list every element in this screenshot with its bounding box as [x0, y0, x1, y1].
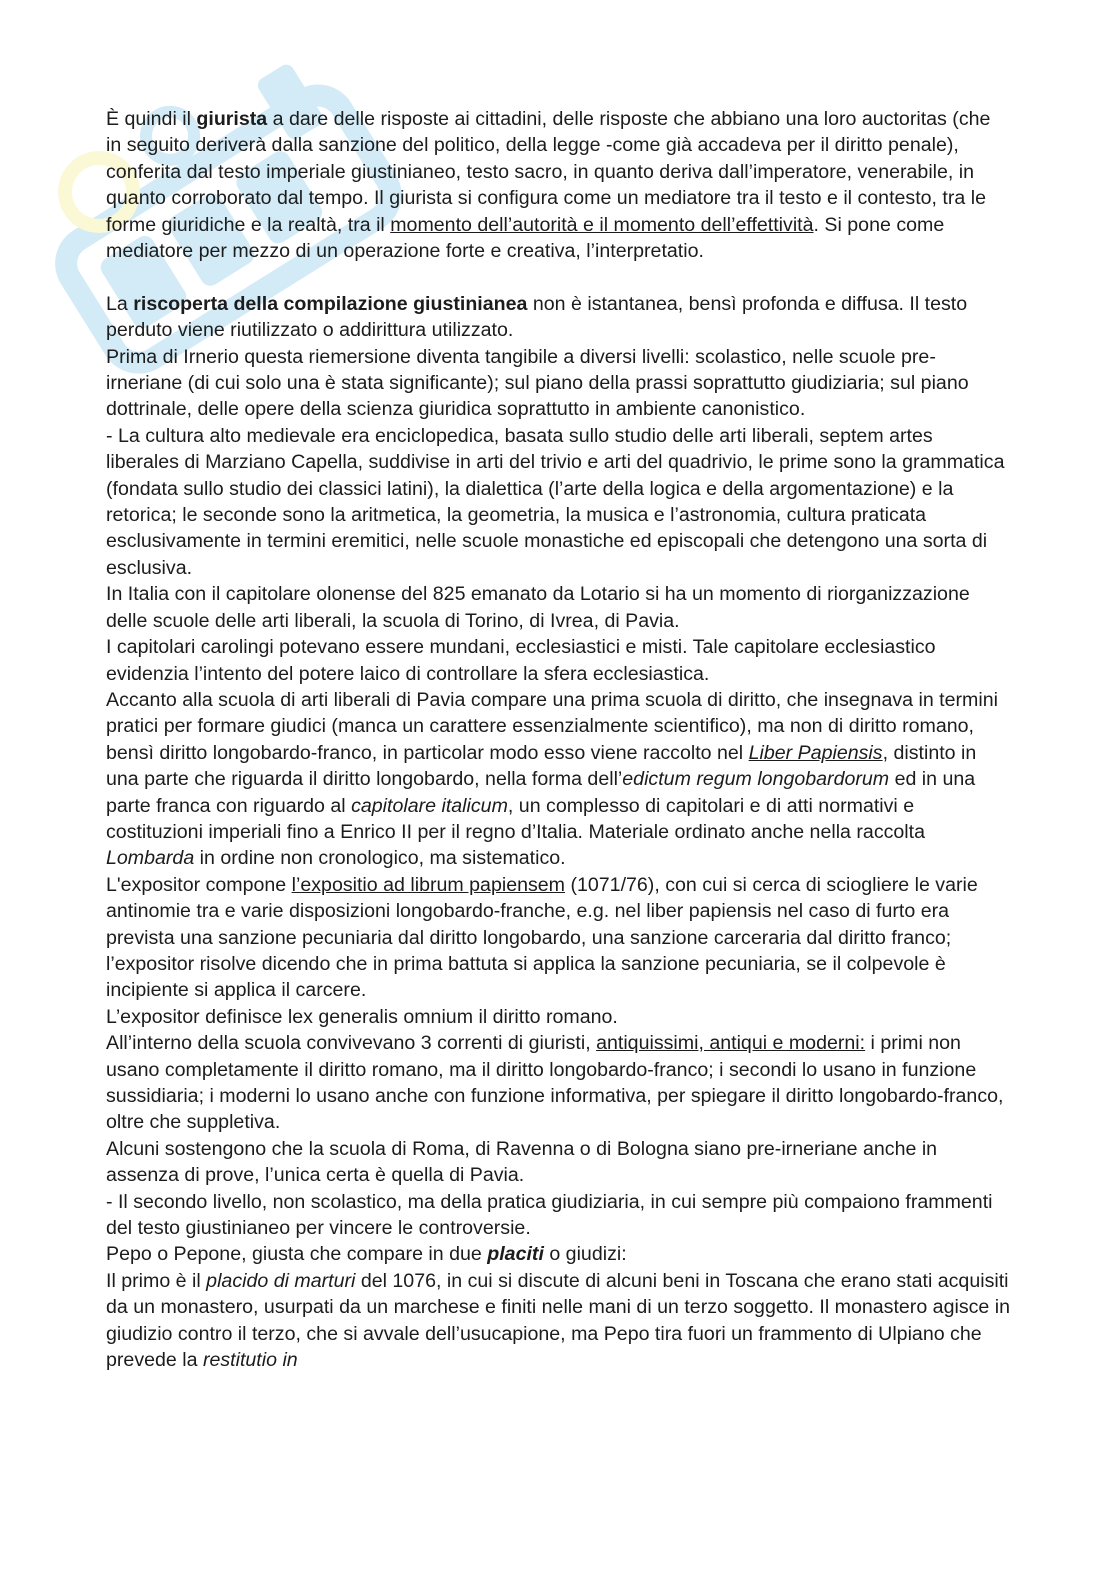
paragraph [106, 1241, 1011, 1267]
paragraph [106, 423, 1011, 581]
emphasized-text: riscoperta della compilazione giustinianea [133, 292, 528, 315]
paragraph [106, 1030, 1011, 1136]
text-run: È quindi il [106, 108, 197, 130]
paragraph [106, 872, 1011, 1004]
text-run: La [106, 292, 134, 315]
paragraph [106, 1136, 1011, 1189]
text-run: . Si pone come mediatore per mezzo di un operazione forte e creativa, l’interpretatio. [106, 213, 945, 263]
emphasized-text: placiti [487, 1243, 544, 1266]
paragraph [106, 291, 1011, 344]
text-run: I capitolari carolingi potevano essere mundani, ecclesiastici e misti. Tale capitolare ecclesiastico evidenzia l’intento del potere laico di controllare la sfera ecclesiastica. [106, 636, 936, 685]
text-run: Pepo o Pepone, giusta che compare in due [106, 1243, 488, 1266]
paragraph [106, 344, 1011, 423]
text-run: a dare delle risposte ai cittadini, delle risposte che abbiano una loro auctoritas (che in seguito deriverà dalla sanzione del politico, della legge -come già accadeva per il diritto penale), conferita dal testo imperiale giustinianeo, testo sacro, in quanto deriva dall’imperatore, venerabile, in quanto corroborato dal tempo. Il giurista si configura come un mediatore tra il testo e il contesto, tra le forme giuridiche e la realtà, tra il [106, 108, 991, 236]
emphasized-text: giurista [196, 108, 268, 130]
text-run: del 1076, in cui si discute di alcuni beni in Toscana che erano stati acquisiti da un monastero, usurpati da un marchese e finiti nelle mani di un terzo soggetto. Il monastero agisce in giudizio contro il terzo, che si avvale dell’usucapione, ma Pepo tira fuori un frammento di Ulpiano che prevede la [106, 1269, 1011, 1372]
emphasized-text: edictum regum longobardorum [622, 768, 890, 791]
emphasized-text: placido di marturi [206, 1269, 356, 1292]
paragraph [106, 687, 1011, 872]
text-run: - La cultura alto medievale era enciclopedica, basata sullo studio delle arti liberali, septem artes liberales di Marziano Capella, suddivise in arti del trivio e arti del quadrivio, le prime sono la grammatica (fondata sullo studio dei classici latini), la dialettica (l’arte della logica e della argomentazione) e la retorica; le seconde sono la aritmetica, la geometria, la musica e l’astronomia, cultura praticata esclusivamente in termini eremitici, nelle scuole monastiche ed episcopali che detengono una sorta di esclusiva. [106, 424, 1005, 579]
paragraph [106, 1268, 1011, 1374]
text-run: in ordine non cronologico, ma sistematico. [194, 847, 566, 870]
text-run: i primi non usano completamente il diritto romano, ma il diritto longobardo-franco; i secondi lo usano in funzione sussidiaria; i moderni lo usano anche con funzione informativa, per spiegare il diritto longobardo-franco, oltre che suppletiva. [106, 1032, 1004, 1134]
text-run: o giudizi: [543, 1243, 627, 1266]
text-run: Accanto alla scuola di arti liberali di Pavia compare una prima scuola di diritto, che insegnava in termini pratici per formare giudici (manca un carattere essenzialmente scientifico), ma non di diritto romano, bensì diritto longobardo-franco, in particolar modo esso viene raccolto nel [106, 688, 998, 764]
document-body [106, 106, 1011, 1373]
emphasized-text: momento dell’autorità e il momento dell’effettività [390, 213, 814, 236]
text-run: L’expositor definisce lex generalis omnium il diritto romano. [106, 1005, 618, 1028]
paragraph [106, 634, 1011, 687]
emphasized-text: restitutio in [202, 1349, 298, 1372]
text-run: All’interno della scuola convivevano 3 correnti di giuristi, [106, 1032, 597, 1055]
paragraph [106, 1189, 1011, 1242]
text-run: , distinto in una parte che riguarda il diritto longobardo, nella forma dell’ [106, 741, 977, 791]
paragraph-gap [106, 264, 1011, 290]
text-run: In Italia con il capitolare olonense del 825 emanato da Lotario si ha un momento di riorganizzazione delle scuole delle arti liberali, la scuola di Torino, di Ivrea, di Pavia. [106, 583, 970, 632]
text-run: - Il secondo livello, non scolastico, ma della pratica giudiziaria, in cui sempre più compaiono frammenti del testo giustinianeo per vincere le controversie. [106, 1190, 993, 1240]
paragraph [106, 581, 1011, 634]
emphasized-text: capitolare italicum [351, 794, 508, 817]
text-run: ed in una parte franca con riguardo al [106, 768, 976, 817]
emphasized-text: Lombarda [106, 847, 195, 870]
emphasized-text: l’expositio ad librum papiensem [291, 873, 566, 896]
text-run: L'expositor compone [106, 873, 292, 896]
emphasized-text: antiquissimi, antiqui e moderni: [596, 1032, 866, 1055]
text-run: Alcuni sostengono che la scuola di Roma, di Ravenna o di Bologna siano pre-irneriane anche in assenza di prove, l’unica certa è quella di Pavia. [106, 1137, 938, 1187]
text-run: , un complesso di capitolari e di atti normativi e costituzioni imperiali fino a Enrico II per il regno d’Italia. Materiale ordinato anche nella raccolta [106, 794, 926, 843]
text-run: Prima di Irnerio questa riemersione diventa tangibile a diversi livelli: scolastico, nelle scuole pre-irneriane (di cui solo una è stata significante); sul piano della prassi soprattutto giudiziaria; sul piano dottrinale, delle opere della scienza giuridica soprattutto in ambiente canonistico. [106, 345, 969, 421]
text-run: (1071/76), con cui si cerca di sciogliere le varie antinomie tra e varie disposizioni longobardo-franche, e.g. nel liber papiensis nel caso di furto era prevista una sanzione pecuniaria dal diritto longobardo, una sanzione carceraria dal diritto franco; l’expositor risolve dicendo che in prima battuta si applica la sanzione pecuniaria, se il colpevole è incipiente si applica il carcere. [106, 873, 978, 1002]
paragraph [106, 106, 1011, 264]
emphasized-text: Liber Papiensis [748, 741, 883, 764]
text-run: non è istantanea, bensì profonda e diffusa. Il testo perduto viene riutilizzato o addirittura utilizzato. [106, 292, 968, 342]
text-run: Il primo è il [106, 1269, 207, 1292]
paragraph [106, 1004, 1011, 1030]
